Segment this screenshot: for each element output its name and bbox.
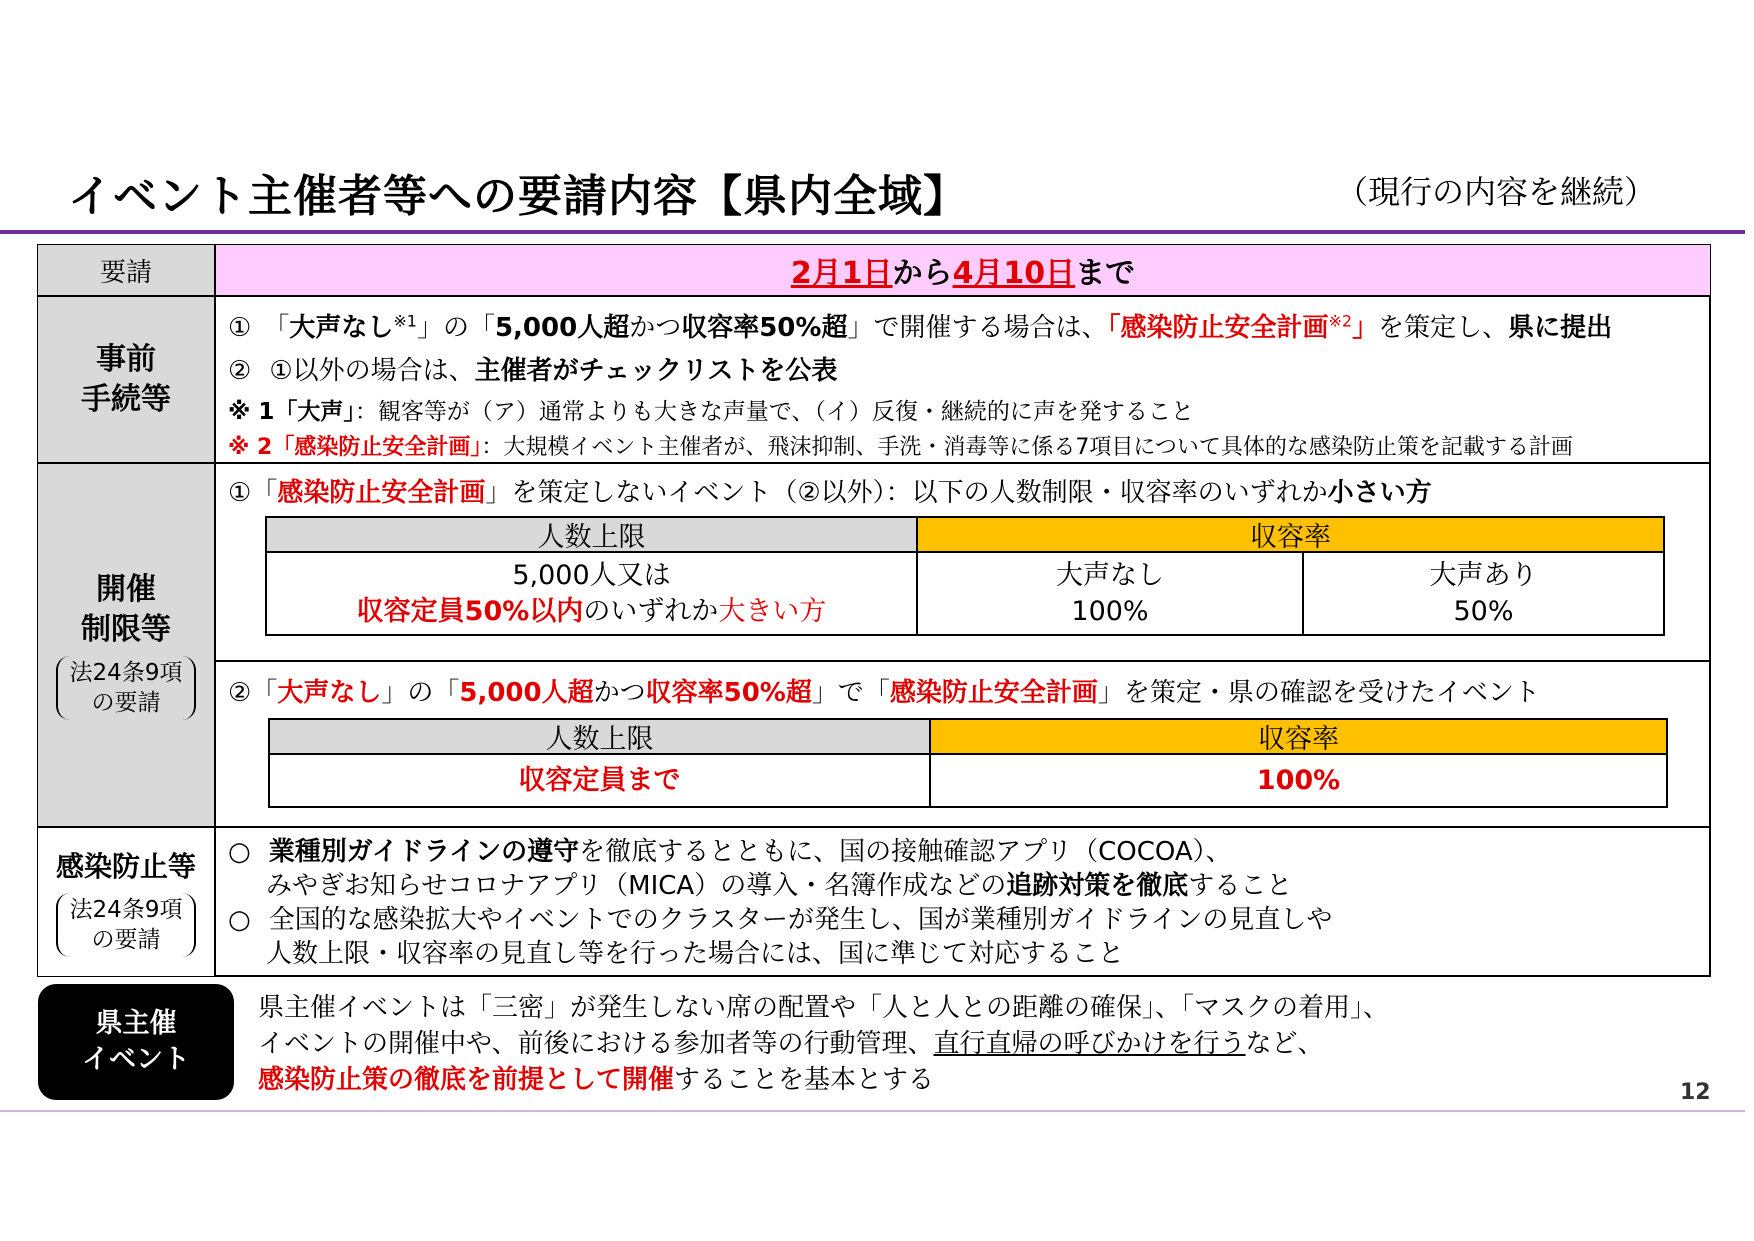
period-end: 4月10日: [952, 256, 1076, 291]
prevention-label-cell: [37, 827, 215, 977]
period-tail: まで: [1075, 256, 1136, 291]
prior-label-cell: [37, 296, 215, 463]
prevention-legal-basis: 法24条9項 の要請: [56, 893, 197, 957]
t2-capacity-value: 100%: [1256, 764, 1341, 796]
t1-quiet-cell: 大声なし 100%: [918, 553, 1304, 634]
page-number: 12: [1680, 1080, 1711, 1105]
limits-table-2: [268, 718, 1668, 808]
t2-header-people: 人数上限: [270, 720, 931, 755]
t1-header-capacity: 収容率: [918, 518, 1663, 553]
page-title: イベント主催者等への要請内容【県内全域】: [68, 171, 968, 222]
prior-line-1: ① 「大声なし$^{※1}$」の「5,000人超かつ収容率50%超」で開催する場合は、「感染防止安全計画$^{※2}$」を策定し、県に提出: [228, 311, 1613, 343]
request-period-band: [215, 244, 1711, 296]
limits-legal-basis: 法24条9項 の要請: [56, 656, 197, 720]
prior-label-1: 事前: [96, 341, 156, 377]
pref-events-label: 県主催 イベント: [38, 984, 234, 1100]
title-divider: [0, 230, 1745, 234]
pref-events-text: 県主催イベントは「三密」が発生しない席の配置や「人と人との距離の確保」、「マスクの着用」、 イベントの開催中や、前後における参加者等の行動管理、直行直帰の呼びかけを行うなど、 感染防止策の徹底を前提として開催することを基本とする: [258, 993, 1390, 1095]
t2-header-capacity: 収容率: [931, 720, 1666, 755]
t2-people-value: 収容定員まで: [270, 755, 931, 806]
prior-note-1: ※ 1「大声」：観客等が（ア）通常よりも大きな声量で、（イ）反復・継続的に声を発すること: [228, 399, 1194, 425]
page-subtitle: （現行の内容を継続）: [1336, 173, 1657, 211]
limits-case-1-heading: ①「感染防止安全計画」を策定しないイベント（②以外）：以下の人数制限・収容率のいずれか小さい方: [228, 478, 1432, 508]
prevention-bullet-1: ○ 業種別ガイドラインの遵守を徹底するとともに、国の接触確認アプリ（COCOA）、 みやぎお知らせコロナアプリ（MICA）の導入・名簿作成などの追跡対策を徹底すること: [228, 837, 1293, 901]
t1-people-cell: 5,000人又は 収容定員50%以内のいずれか大きい方: [267, 553, 918, 634]
prior-note-2: ※ 2「感染防止安全計画」：大規模イベント主催者が、飛沫抑制、手洗・消毒等に係る7項目について具体的な感染防止策を記載する計画: [228, 435, 1573, 460]
limits-label-2: 制限等: [81, 612, 171, 647]
request-label-cell: [37, 244, 215, 296]
limits-case-2-heading: ②「大声なし」の「5,000人超かつ収容率50%超」で「感染防止安全計画」を策定・県の確認を受けたイベント: [228, 678, 1540, 708]
prevention-bullet-2: ○ 全国的な感染拡大やイベントでのクラスターが発生し、国が業種別ガイドラインの見直しや 人数上限・収容率の見直し等を行った場合には、国に準じて対応すること: [228, 905, 1333, 969]
prior-line-2: ② ①以外の場合は、主催者がチェックリストを公表: [228, 356, 838, 386]
t1-loud-cell: 大声あり 50%: [1429, 559, 1538, 627]
prior-label-2: 手続等: [81, 381, 171, 417]
prevention-label: 感染防止等: [55, 850, 196, 883]
limits-table-1: [265, 516, 1665, 636]
t1-header-people: 人数上限: [267, 518, 918, 553]
limits-label-1: 開催: [96, 572, 156, 607]
period-start: 2月1日: [790, 256, 893, 291]
footer-divider: [0, 1110, 1745, 1112]
request-label: 要請: [99, 257, 152, 288]
period-mid: から: [892, 256, 953, 291]
limits-label-cell: [37, 463, 215, 827]
